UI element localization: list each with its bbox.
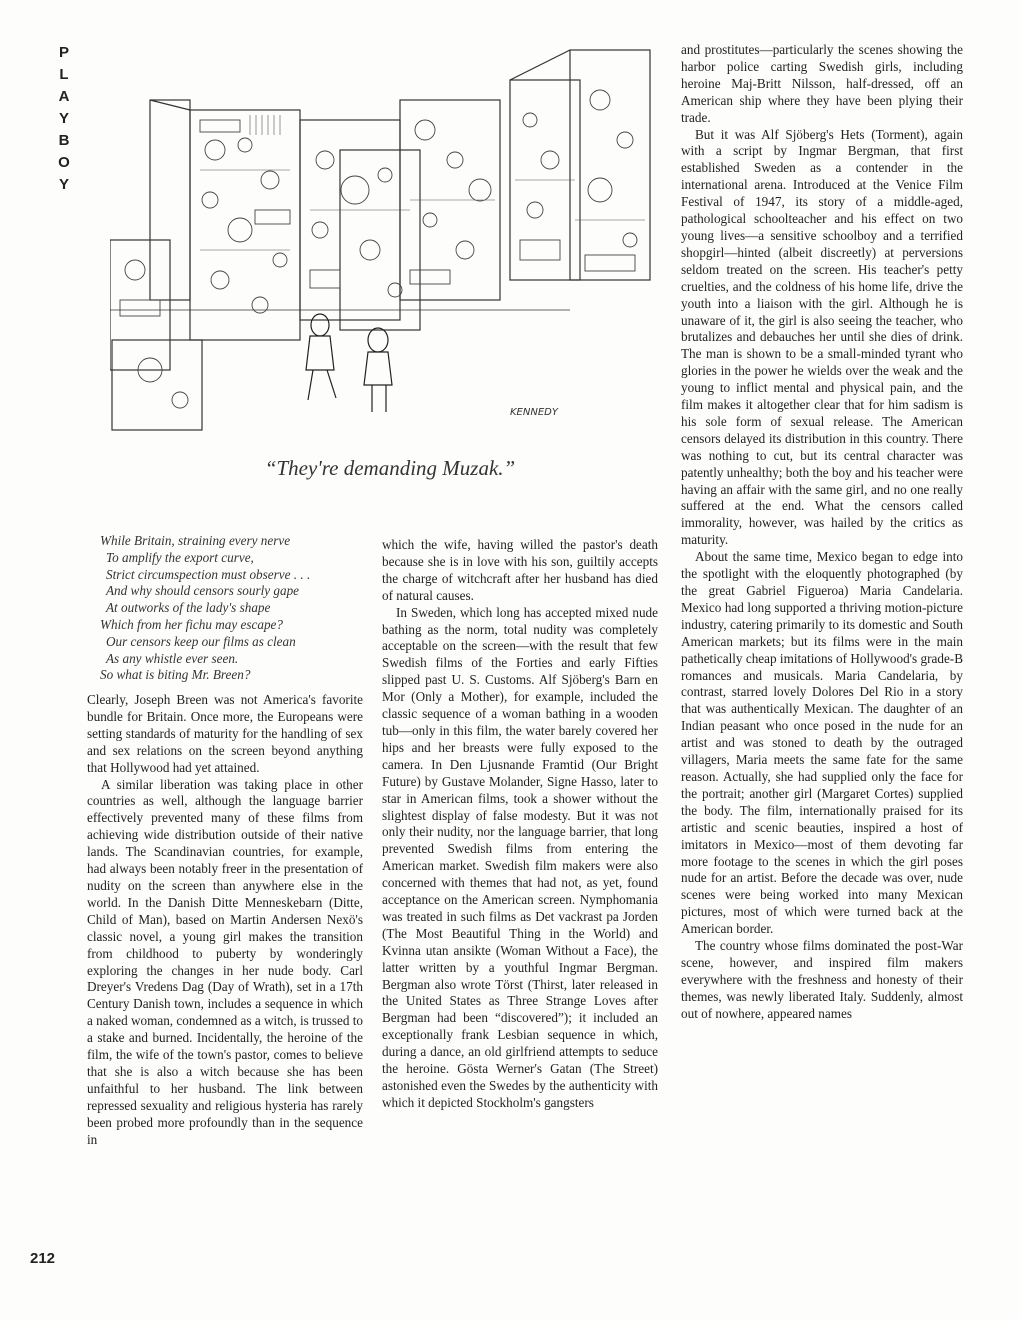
magazine-letter: O: [58, 154, 70, 171]
paragraph: Clearly, Joseph Breen was not America's favorite bundle for Britain. Once more, the Europeans were setting standards of maturity for the handling of sex and sex relations on the screen beyond anything that Hollywood had yet attained.: [87, 692, 363, 775]
cartoon-caption: “They're demanding Muzak.”: [264, 456, 516, 480]
poem-line: Which from her fichu may escape?: [100, 616, 283, 632]
poem-line: To amplify the export curve,: [106, 549, 254, 565]
paragraph: The country whose films dominated the post-War scene, however, and inspired film makers everywhere with the freshness and honesty of their themes, was newly liberated Italy. Suddenly, almost out of nowhere, appeared names: [681, 938, 963, 1021]
poem-line: While Britain, straining every nerve: [100, 533, 291, 548]
magazine-letter: Y: [58, 176, 69, 193]
magazine-letter: L: [59, 66, 69, 83]
poem-line: Strict circumspection must observe . . .: [106, 566, 311, 582]
article-column-2: [382, 537, 658, 1112]
magazine-letter: A: [58, 88, 70, 105]
paragraph: In Sweden, which long has accepted mixed nude bathing as the norm, total nudity was completely acceptable on the screen—with the result that few Swedish films of the Forties and early Fifties slipped past U. S. Customs. Alf Sjöberg's Barn en Mor (Only a Mother), for example, included the classic sequence of a woman bathing in a wooden tub—only in this film, the water barely covered her hips and her breasts were fully exposed to the camera. In Den Ljusnande Framtid (Our Bright Future) by Gustave Molander, Signe Hasso, later to star in American films, took a shower without the slightest display of false modesty. But it was not only their nudity, nor the language barrier, that long prevented Swedish films from entering the American market. Swedish film makers were also concerned with themes that had not, as yet, found acceptance on the American screen. Nymphomania was treated in such films as Det vackrast pa Jorden (The Most Beautiful Thing in the World) and Kvinna utan ansikte (Woman Without a Face), the latter written by a youthful Ingmar Bergman. Bergman also wrote Törst (Thirst, later released in the United States as Three Strange Loves after Bergman had been “discovered”); it included an exceptionally frank Lesbian sequence in which, during a dance, an old girlfriend attempts to seduce the heroine. Gösta Werner's Gatan (The Street) astonished even the Swedes by the authenticity with which it depicted Stockholm's gangsters: [382, 604, 658, 1110]
paragraph: About the same time, Mexico began to edge into the spotlight with the eloquently photographed (by the great Gabriel Figueroa) Maria Candelaria. Mexico had long supported a thriving motion-picture industry, catering primarily to its domestic and South American markets; but its films were in the main pathetically cheap imitations of Hollywood's grade-B romances and musicals. Maria Candelaria, by contrast, starred lovely Dolores Del Rio in a story that was authentically Mexican. The daughter of an Indian peasant who once posed in the nude for an artist and was stoned to death by the outraged villagers, Maria meets the same fate for the same reason. Actually, she had supplied only the face for the portrait; another girl (Margaret Cortes) supplied the body. The film, internationally praised for its artistic and scenic beauties, inspired a host of imitators in Mexico—most of them devoting far more footage to the scenes in which the girl poses nude for an artist. Before the decade was over, nude scenes were being worked into many Mexican pictures, most of which were turned back at the American border.: [681, 549, 963, 937]
article-column-3: [681, 42, 963, 1023]
poem-line: As any whistle ever seen.: [106, 650, 239, 666]
magazine-letter: P: [58, 44, 69, 61]
cartoon-signature: KENNEDY: [510, 407, 558, 418]
magazine-letter: B: [58, 132, 70, 149]
poem-line: So what is biting Mr. Breen?: [100, 667, 251, 683]
cartoon-illustration: [110, 40, 670, 440]
poem-line: At outworks of the lady's shape: [106, 600, 271, 616]
poem-line: Our censors keep our films as clean: [106, 633, 296, 649]
article-column-1: [87, 692, 363, 1148]
page-number: 212: [30, 1250, 56, 1267]
magazine-letter: Y: [58, 110, 69, 127]
paragraph: which the wife, having willed the pastor's death because she is in love with his son, guiltily accepts the charge of witchcraft after her husband has died of natural causes.: [382, 537, 658, 603]
paragraph: But it was Alf Sjöberg's Hets (Torment), again with a script by Ingmar Bergman, that first established Sweden as a contender in the international arena. Introduced at the Venice Film Festival of 1947, its story of a middle-aged, pathological schoolteacher and his effect on two young lives—a sensitive schoolboy and a terrified shopgirl—hinted (albeit discreetly) at perversions seldom treated on the screen. His teacher's petty cruelties, and the coldness of his home life, drive the youth into a liaison with the girl. Although he is unaware of it, the girl is also seeing the teacher, who brutalizes and debauches her until she dies of drink. The man is shown to be a small-minded tyrant who glories in the power he wields over the weak and the young to inflict mental and physical pain, and the film makes it altogether clear that for him sadism is his sole form of sexual release. The American censors delayed its distribution in this country. There was nothing to cut, but its central character was patently unhealthy; both the boy and his teacher were having an affair with the same girl, and no one really suffered at the end. What the censors called immorality, however, was hailed by the critics as maturity.: [681, 126, 963, 548]
poem-line: And why should censors sourly gape: [106, 583, 300, 599]
magazine-name: [54, 42, 74, 196]
poem: [100, 533, 370, 684]
paragraph: and prostitutes—particularly the scenes showing the harbor police carting Swedish girls, including heroine Maj-Britt Nilsson, half-dressed, off an American ship where they have been plying their trade.: [681, 42, 963, 125]
paragraph: A similar liberation was taking place in other countries as well, although the language barrier effectively prevented many of these films from achieving wide distribution outside of their native lands. The Scandinavian countries, for example, had always been notably freer in the presentation of nudity on the screen than anywhere else in the world. In the Danish Ditte Menneskebarn (Ditte, Child of Man), based on Martin Andersen Nexö's classic novel, a young girl makes the transition from childhood to puberty by wonderingly exploring the changes in her nude body. Carl Dreyer's Vredens Dag (Day of Wrath), set in a 17th Century Danish town, includes a sequence in which a naked woman, condemned as a witch, is trussed to a stake and burned. Incidentally, the heroine of the film, the wife of the town's pastor, comes to believe that she is also a witch because she has been unfaithful to her husband. The link between repressed sexuality and religious hysteria has rarely been probed more profoundly than in the sequence in: [87, 776, 363, 1147]
